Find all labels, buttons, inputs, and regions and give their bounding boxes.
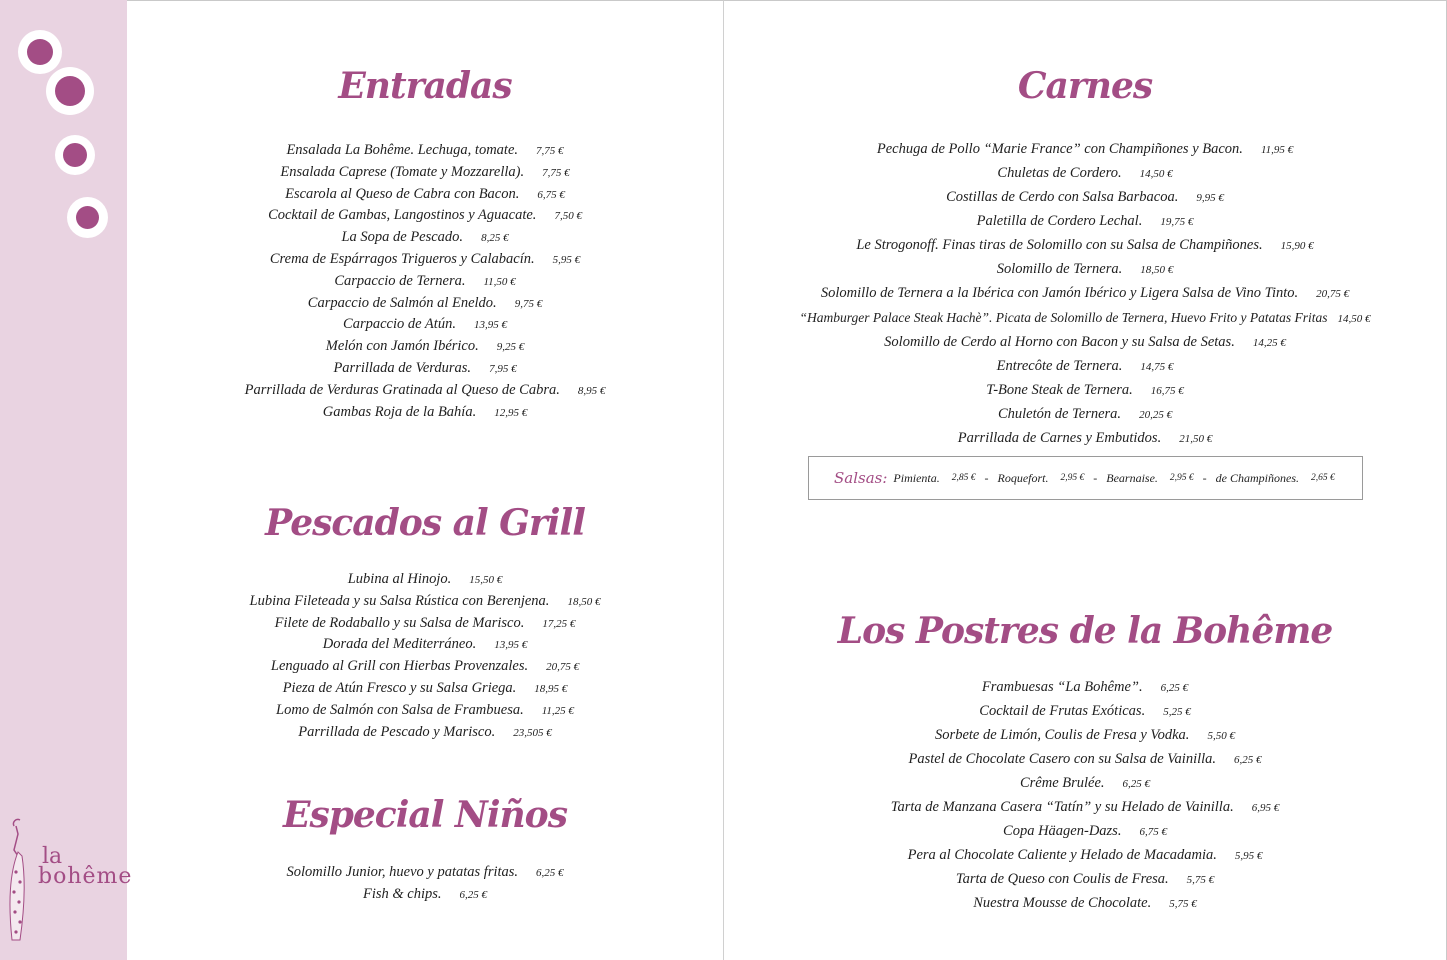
dish-name: Chuletón de Ternera.	[997, 406, 1122, 422]
dish-name: Nuestra Mousse de Chocolate.	[973, 895, 1152, 911]
dish-price: 13,95 €	[494, 639, 528, 652]
menu-item	[724, 772, 1446, 796]
ninos-list	[127, 862, 723, 906]
logo-text-la: la	[42, 844, 63, 869]
menu-item	[127, 293, 723, 315]
menu-item	[127, 700, 723, 722]
dish-name: Entrecôte de Ternera.	[996, 358, 1123, 374]
dish-name: Carpaccio de Atún.	[343, 316, 456, 333]
menu-item	[724, 844, 1446, 868]
dish-price: 18,95 €	[534, 682, 568, 695]
menu-item	[127, 140, 723, 162]
menu-item	[127, 249, 723, 271]
dish-price: 11,95 €	[1260, 144, 1294, 156]
dish-name: “Hamburger Palace Steak Hachè”. Picata de Solomillo de Ternera, Huevo Frito y Patatas Fritas	[799, 310, 1328, 325]
la-boheme-logo	[6, 812, 133, 947]
menu-item	[127, 569, 723, 591]
dish-name: Parrillada de Verduras.	[333, 359, 472, 376]
dish-price: 7,50 €	[554, 210, 582, 223]
menu-item	[724, 676, 1446, 700]
decorative-dot	[18, 30, 62, 74]
salsas-label: Salsas:	[834, 469, 888, 487]
menu-item	[724, 138, 1446, 162]
salsa-price: 2,95 €	[1169, 473, 1194, 483]
menu-item	[724, 403, 1446, 427]
salsa-name: Bearnaise.	[1106, 470, 1158, 485]
salsas-box	[808, 456, 1363, 500]
menu-item	[127, 358, 723, 380]
dish-price: 7,75 €	[542, 166, 570, 179]
dish-price: 14,50 €	[1337, 313, 1371, 325]
menu-item	[724, 427, 1446, 451]
dish-price: 7,95 €	[489, 362, 517, 375]
dish-name: Lenguado al Grill con Hierbas Provenzales.	[270, 658, 529, 675]
dish-name: Solomillo de Ternera.	[996, 261, 1123, 277]
entradas-list	[127, 140, 723, 423]
sidebar	[0, 0, 133, 960]
dish-name: Cocktail de Gambas, Langostinos y Aguacate.	[268, 207, 537, 224]
dish-price: 7,75 €	[536, 145, 564, 157]
dish-name: Tarta de Manzana Casera “Tatín” y su Helado de Vainilla.	[890, 799, 1234, 815]
dish-name: Sorbete de Limón, Coulis de Fresa y Vodka.	[935, 727, 1190, 743]
dish-price: 6,25 €	[1234, 754, 1262, 766]
dish-name: Lomo de Salmón con Salsa de Frambuesa.	[276, 701, 524, 718]
dish-price: 6,95 €	[1251, 802, 1280, 814]
dish-name: Pieza de Atún Fresco y su Salsa Griega.	[282, 679, 517, 696]
menu-item	[127, 380, 723, 402]
dish-name: Pastel de Chocolate Casero con su Salsa de Vainilla.	[908, 751, 1217, 767]
dish-name: Carpaccio de Ternera.	[334, 272, 466, 289]
menu-item	[724, 892, 1446, 916]
menu-item	[127, 591, 723, 613]
dish-name: Chuletas de Cordero.	[997, 165, 1122, 181]
dish-name: Lubina al Hinojo.	[347, 571, 452, 587]
dish-name: Solomillo de Ternera a la Ibérica con Jamón Ibérico y Ligera Salsa de Vino Tinto.	[820, 285, 1299, 301]
carnes-list	[724, 138, 1446, 451]
dish-price: 6,25 €	[536, 867, 564, 879]
dish-name: Solomillo de Cerdo al Horno con Bacon y su Salsa de Setas.	[884, 334, 1235, 350]
dish-name: La Sopa de Pescado.	[341, 229, 464, 246]
dish-price: 9,95 €	[1196, 192, 1224, 204]
dish-price: 18,50 €	[567, 595, 601, 608]
dish-name: Paletilla de Cordero Lechal.	[976, 213, 1143, 229]
entradas-title: Entradas	[338, 65, 512, 107]
dish-name: Crême Brulée.	[1019, 775, 1105, 791]
menu-item	[127, 613, 723, 635]
dish-name: Parrillada de Pescado y Marisco.	[298, 723, 496, 740]
dish-price: 6,75 €	[537, 188, 565, 201]
logo-text-boheme: bohême	[38, 864, 133, 889]
menu-item	[127, 884, 723, 906]
decorative-dot	[55, 135, 95, 175]
salsa-separator: -	[984, 470, 989, 485]
ninos-title: Especial Niños	[283, 794, 567, 836]
dish-name: Melón con Jamón Ibérico.	[325, 338, 479, 355]
dish-price: 18,50 €	[1140, 264, 1174, 276]
menu-item	[724, 162, 1446, 186]
dish-name: Tarta de Queso con Coulis de Fresa.	[955, 871, 1169, 887]
menu-item	[724, 820, 1446, 844]
dish-price: 14,75 €	[1140, 361, 1174, 373]
menu-item	[127, 205, 723, 227]
salsa-separator: -	[1093, 470, 1098, 485]
menu-item	[127, 227, 723, 249]
dish-price: 5,75 €	[1186, 874, 1215, 886]
dish-price: 12,95 €	[494, 406, 528, 419]
dish-price: 23,505 €	[513, 726, 552, 739]
dish-price: 16,75 €	[1150, 385, 1184, 397]
dish-name: Pechuga de Pollo “Marie France” con Champiñones y Bacon.	[876, 141, 1243, 157]
menu-item	[724, 868, 1446, 892]
dish-price: 15,50 €	[469, 574, 503, 586]
dish-name: Filete de Rodaballo y su Salsa de Marisco.	[274, 614, 525, 631]
dish-price: 17,25 €	[542, 617, 576, 630]
menu-item	[127, 184, 723, 206]
pescados-title: Pescados al Grill	[265, 502, 585, 544]
menu-item	[724, 234, 1446, 258]
dish-price: 14,25 €	[1252, 337, 1286, 349]
menu-item	[724, 186, 1446, 210]
dish-price: 5,95 €	[1234, 850, 1263, 862]
dish-name: Parrillada de Verduras Gratinada al Queso de Cabra.	[244, 381, 560, 398]
dish-price: 9,25 €	[496, 341, 525, 354]
decorative-dot	[67, 197, 108, 238]
menu-item	[724, 258, 1446, 282]
dish-name: Crema de Espárragos Trigueros y Calabacín.	[269, 250, 535, 267]
dish-name: Copa Häagen-Dazs.	[1003, 823, 1122, 839]
menu-item	[127, 656, 723, 678]
dish-price: 11,25 €	[541, 704, 574, 717]
dish-name: Fish & chips.	[362, 885, 442, 902]
salsa-price: 2,65 €	[1310, 473, 1335, 483]
salsa-separator: -	[1202, 470, 1207, 485]
dish-name: T-Bone Steak de Ternera.	[986, 382, 1133, 398]
dish-name: Pera al Chocolate Caliente y Helado de Macadamia.	[907, 847, 1217, 863]
menu-item	[724, 724, 1446, 748]
dish-name: Ensalada La Bohême. Lechuga, tomate.	[286, 142, 519, 158]
dish-name: Gambas Roja de la Bahía.	[322, 403, 477, 420]
dish-price: 20,75 €	[1316, 288, 1350, 300]
dish-name: Dorada del Mediterráneo.	[322, 636, 477, 653]
dish-name: Lubina Fileteada y su Salsa Rústica con Berenjena.	[249, 592, 550, 609]
dish-price: 6,25 €	[459, 888, 488, 901]
dish-price: 13,95 €	[473, 319, 507, 332]
menu-item	[127, 402, 723, 424]
postres-title: Los Postres de la Bohême	[837, 610, 1333, 652]
menu-item	[127, 634, 723, 656]
dish-name: Frambuesas “La Bohême”.	[981, 679, 1143, 695]
salsa-name: Pimienta.	[893, 470, 940, 485]
menu-item	[127, 314, 723, 336]
decorative-dot	[46, 67, 94, 115]
dish-price: 6,25 €	[1160, 682, 1189, 694]
menu-item	[724, 306, 1446, 331]
dish-price: 5,75 €	[1169, 898, 1197, 910]
dish-price: 11,50 €	[483, 275, 516, 288]
salsa-price: 2,95 €	[1060, 473, 1085, 483]
salsa-name: Roquefort.	[997, 470, 1049, 485]
dish-price: 5,25 €	[1163, 706, 1191, 718]
dish-name: Parrillada de Carnes y Embutidos.	[957, 430, 1162, 446]
menu-item	[724, 355, 1446, 379]
dish-price: 20,25 €	[1139, 409, 1173, 421]
dish-name: Cocktail de Frutas Exóticas.	[979, 703, 1146, 719]
menu-item	[127, 336, 723, 358]
menu-item	[127, 271, 723, 293]
menu-item	[127, 162, 723, 184]
dish-price: 5,95 €	[552, 253, 581, 266]
menu-item	[724, 796, 1446, 820]
dish-price: 8,25 €	[481, 232, 509, 245]
salsa-name: de Champiñones.	[1215, 470, 1299, 485]
dish-name: Carpaccio de Salmón al Eneldo.	[307, 294, 497, 311]
menu-item	[724, 331, 1446, 355]
dish-price: 9,75 €	[514, 297, 543, 310]
menu-page-left	[127, 0, 724, 960]
carnes-title: Carnes	[1017, 65, 1153, 107]
dish-price: 20,75 €	[546, 661, 580, 674]
pescados-list	[127, 569, 723, 743]
postres-list	[724, 676, 1446, 916]
menu-item	[127, 862, 723, 884]
menu-page-right	[724, 0, 1447, 960]
dish-price: 14,50 €	[1139, 168, 1173, 180]
menu-item	[724, 748, 1446, 772]
menu-item	[724, 700, 1446, 724]
dish-price: 21,50 €	[1179, 433, 1213, 445]
dish-price: 8,95 €	[577, 384, 606, 397]
dish-name: Ensalada Caprese (Tomate y Mozzarella).	[280, 163, 525, 180]
menu-item	[724, 379, 1446, 403]
dish-price: 19,75 €	[1160, 216, 1194, 228]
dish-name: Le Strogonoff. Finas tiras de Solomillo con su Salsa de Champiñones.	[856, 237, 1263, 253]
dish-name: Solomillo Junior, huevo y patatas fritas.	[286, 864, 519, 880]
dish-name: Costillas de Cerdo con Salsa Barbacoa.	[946, 189, 1179, 205]
menu-item	[724, 282, 1446, 306]
salsa-price: 2,85 €	[951, 473, 976, 483]
dish-price: 6,75 €	[1139, 826, 1167, 838]
menu-item	[127, 722, 723, 744]
menu-item	[127, 678, 723, 700]
menu-item	[724, 210, 1446, 234]
dish-name: Escarola al Queso de Cabra con Bacon.	[285, 185, 520, 202]
dish-price: 15,90 €	[1280, 240, 1314, 252]
dish-price: 5,50 €	[1207, 730, 1235, 742]
dish-price: 6,25 €	[1122, 778, 1151, 790]
